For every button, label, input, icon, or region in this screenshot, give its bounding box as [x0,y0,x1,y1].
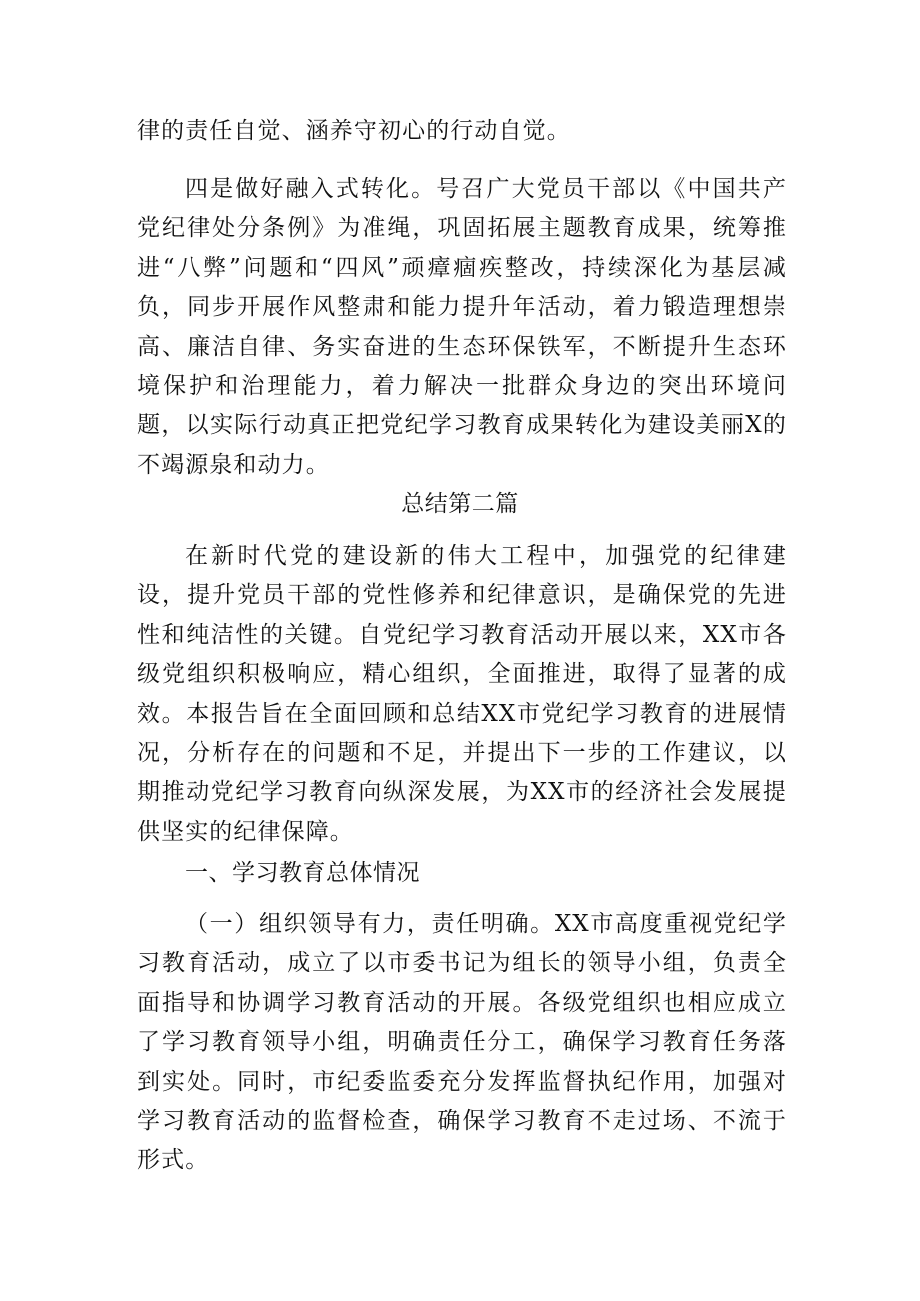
section-title: 总结第二篇 [401,491,519,517]
paragraph-introduction: 在新时代党的建设新的伟大工程中，加强党的纪律建设，提升党员干部的党性修养和纪律意识，是确保党的先进性和纯洁性的关键。自党纪学习教育活动开展以来，XX市各级党组织积极响应，精心组织，全面推进，取得了显著的成效。本报告旨在全面回顾和总结XX市党纪学习教育的进展情况，分析存在的问题和不足，并提出下一步的工作建议，以期推动党纪学习教育向纵深发展，为XX市的经济社会发展提供坚实的纪律保障。 [137,543,787,845]
heading-overall-situation: 一、学习教育总体情况 [185,860,420,886]
paragraph-organization-leadership: （一）组织领导有力，责任明确。XX市高度重视党纪学习教育活动，成立了以市委书记为组长的领导小组，负责全面指导和协调学习教育活动的开展。各级党组织也相应成立了学习教育领导小组，明确责任分工，确保学习教育任务落到实处。同时，市纪委监委充分发挥监督执纪作用，加强对学习教育活动的监督检查，确保学习教育不走过场、不流于形式。 [137,911,787,1174]
paragraph-continuation: 律的责任自觉、涵养守初心的行动自觉。 [137,118,571,144]
paragraph-integration-transformation: 四是做好融入式转化。号召广大党员干部以《中国共产党纪律处分条例》为准绳，巩固拓展主题教育成果，统筹推进“八弊”问题和“四风”顽瘴痼疾整改，持续深化为基层减负，同步开展作风整肃和能力提升年活动，着力锻造理想崇高、廉洁自律、务实奋进的生态环保铁军，不断提升生态环境保护和治理能力，着力解决一批群众身边的突出环境问题，以实际行动真正把党纪学习教育成果转化为建设美丽X的不竭源泉和动力。 [137,176,787,478]
